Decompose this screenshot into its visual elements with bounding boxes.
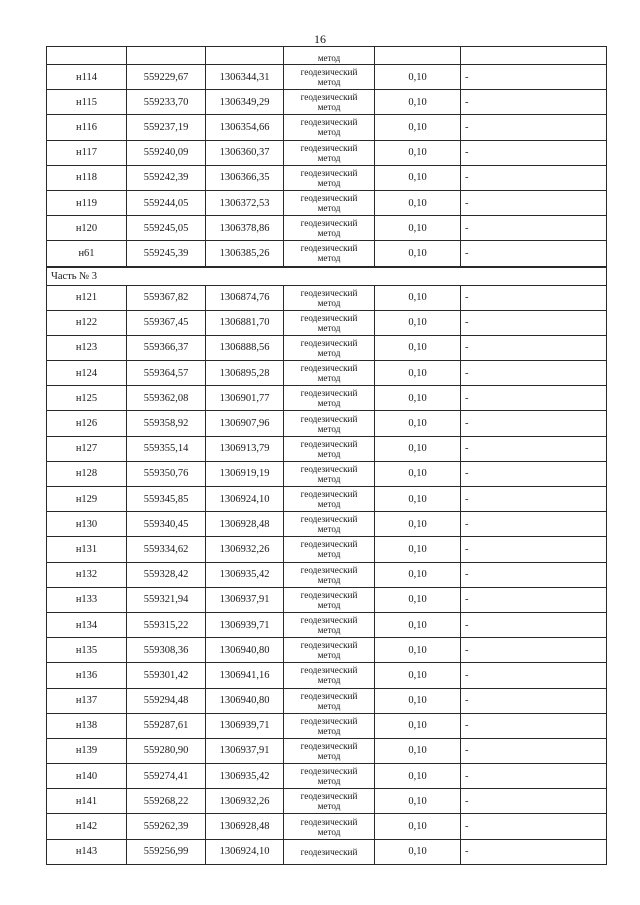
accuracy-cell: 0,10 bbox=[375, 335, 461, 360]
note-cell: - bbox=[461, 65, 607, 90]
table-row bbox=[47, 335, 607, 360]
table-row bbox=[47, 361, 607, 386]
method-line-1: геодезический bbox=[300, 514, 358, 525]
point-id-cell: н121 bbox=[47, 285, 127, 310]
y-coordinate-cell: 1306349,29 bbox=[206, 90, 284, 115]
note-cell: - bbox=[461, 537, 607, 562]
method-line-1: геодезический bbox=[300, 337, 358, 348]
point-id-cell: н114 bbox=[47, 65, 127, 90]
point-id-cell: н129 bbox=[47, 487, 127, 512]
table-row bbox=[47, 436, 607, 461]
y-coordinate-cell: 1306888,56 bbox=[206, 335, 284, 360]
accuracy-cell: 0,10 bbox=[375, 713, 461, 738]
table-row bbox=[47, 411, 607, 436]
x-coordinate-cell: 559340,45 bbox=[127, 512, 206, 537]
accuracy-cell: 0,10 bbox=[375, 411, 461, 436]
y-coordinate-cell: 1306937,91 bbox=[206, 738, 284, 763]
accuracy-cell: 0,10 bbox=[375, 165, 461, 190]
method-line-1: геодезический bbox=[300, 117, 358, 128]
y-coordinate-cell: 1306385,26 bbox=[206, 241, 284, 267]
point-id-cell: н140 bbox=[47, 764, 127, 789]
note-cell: - bbox=[461, 612, 607, 637]
table-row bbox=[47, 814, 607, 839]
y-coordinate-cell: 1306940,80 bbox=[206, 688, 284, 713]
table-row bbox=[47, 764, 607, 789]
point-id-cell: н135 bbox=[47, 638, 127, 663]
method-line-1: геодезический bbox=[300, 816, 358, 827]
x-coordinate-cell: 559345,85 bbox=[127, 487, 206, 512]
note-cell: - bbox=[461, 335, 607, 360]
method-line-2: метод bbox=[317, 373, 341, 384]
method-line-1: геодезический bbox=[300, 539, 358, 550]
y-coordinate-cell: 1306901,77 bbox=[206, 386, 284, 411]
point-id-cell: н116 bbox=[47, 115, 127, 140]
table-row bbox=[47, 839, 607, 864]
point-id-cell: н137 bbox=[47, 688, 127, 713]
method-cell bbox=[284, 562, 375, 587]
method-line-2: метод bbox=[317, 574, 341, 585]
method-line-2: метод bbox=[317, 700, 341, 711]
method-cell bbox=[284, 738, 375, 763]
method-cell bbox=[284, 713, 375, 738]
x-coordinate-cell: 559262,39 bbox=[127, 814, 206, 839]
method-line-1: геодезический bbox=[300, 413, 358, 424]
x-coordinate-cell: 559244,05 bbox=[127, 190, 206, 215]
accuracy-cell: 0,10 bbox=[375, 90, 461, 115]
accuracy-cell: 0,10 bbox=[375, 361, 461, 386]
table-row bbox=[47, 90, 607, 115]
method-line-1: геодезический bbox=[300, 615, 358, 626]
table-row bbox=[47, 285, 607, 310]
continuation-row bbox=[47, 47, 607, 65]
method-line-1: геодезический bbox=[300, 766, 358, 777]
note-cell: - bbox=[461, 487, 607, 512]
y-coordinate-cell: 1306360,37 bbox=[206, 140, 284, 165]
method-line-2: метод bbox=[317, 473, 341, 484]
document-sheet bbox=[46, 46, 606, 865]
point-id-cell: н141 bbox=[47, 789, 127, 814]
x-coordinate-cell bbox=[127, 47, 206, 65]
method-line-2: метод bbox=[317, 203, 341, 214]
accuracy-cell: 0,10 bbox=[375, 688, 461, 713]
x-coordinate-cell: 559245,39 bbox=[127, 241, 206, 267]
method-line-2: метод bbox=[317, 801, 341, 812]
table-row bbox=[47, 487, 607, 512]
y-coordinate-cell bbox=[206, 47, 284, 65]
point-id-cell: н117 bbox=[47, 140, 127, 165]
note-cell bbox=[461, 47, 607, 65]
method-line-1: геодезический bbox=[300, 846, 358, 857]
accuracy-cell: 0,10 bbox=[375, 65, 461, 90]
x-coordinate-cell: 559274,41 bbox=[127, 764, 206, 789]
method-cell bbox=[284, 190, 375, 215]
table-row bbox=[47, 688, 607, 713]
accuracy-cell: 0,10 bbox=[375, 461, 461, 486]
x-coordinate-cell: 559229,67 bbox=[127, 65, 206, 90]
method-line-2: метод bbox=[317, 448, 341, 459]
accuracy-cell: 0,10 bbox=[375, 612, 461, 637]
accuracy-cell: 0,10 bbox=[375, 764, 461, 789]
method-line-2: метод bbox=[317, 549, 341, 560]
method-line-2: метод bbox=[317, 297, 341, 308]
y-coordinate-cell: 1306940,80 bbox=[206, 638, 284, 663]
point-id-cell: н128 bbox=[47, 461, 127, 486]
method-cell bbox=[284, 90, 375, 115]
accuracy-cell: 0,10 bbox=[375, 115, 461, 140]
method-line-2: метод bbox=[317, 102, 341, 113]
x-coordinate-cell: 559350,76 bbox=[127, 461, 206, 486]
method-line-1: геодезический bbox=[300, 438, 358, 449]
method-cell bbox=[284, 285, 375, 310]
accuracy-cell: 0,10 bbox=[375, 487, 461, 512]
note-cell: - bbox=[461, 190, 607, 215]
method-cell bbox=[284, 115, 375, 140]
y-coordinate-cell: 1306939,71 bbox=[206, 612, 284, 637]
y-coordinate-cell: 1306378,86 bbox=[206, 216, 284, 241]
method-line-1: геодезический bbox=[300, 167, 358, 178]
x-coordinate-cell: 559367,45 bbox=[127, 310, 206, 335]
method-cell bbox=[284, 587, 375, 612]
method-line-1: геодезический bbox=[300, 388, 358, 399]
table-row bbox=[47, 587, 607, 612]
x-coordinate-cell: 559366,37 bbox=[127, 335, 206, 360]
method-cell bbox=[284, 216, 375, 241]
accuracy-cell: 0,10 bbox=[375, 216, 461, 241]
method-cell bbox=[284, 310, 375, 335]
method-cell bbox=[284, 241, 375, 267]
note-cell: - bbox=[461, 638, 607, 663]
point-id-cell: н126 bbox=[47, 411, 127, 436]
point-id-cell: н61 bbox=[47, 241, 127, 267]
method-line-2: метод bbox=[317, 398, 341, 409]
method-line-1: геодезический bbox=[300, 243, 358, 254]
accuracy-cell: 0,10 bbox=[375, 587, 461, 612]
table-row bbox=[47, 386, 607, 411]
note-cell: - bbox=[461, 411, 607, 436]
accuracy-cell: 0,10 bbox=[375, 537, 461, 562]
method-cell bbox=[284, 789, 375, 814]
point-id-cell: н119 bbox=[47, 190, 127, 215]
method-line-2: метод bbox=[317, 253, 341, 264]
point-id-cell: н120 bbox=[47, 216, 127, 241]
method-cell bbox=[284, 839, 375, 864]
point-id-cell: н124 bbox=[47, 361, 127, 386]
x-coordinate-cell: 559358,92 bbox=[127, 411, 206, 436]
y-coordinate-cell: 1306874,76 bbox=[206, 285, 284, 310]
x-coordinate-cell: 559256,99 bbox=[127, 839, 206, 864]
method-cell bbox=[284, 663, 375, 688]
table-row bbox=[47, 65, 607, 90]
note-cell: - bbox=[461, 241, 607, 267]
table-row bbox=[47, 663, 607, 688]
method-cell bbox=[284, 814, 375, 839]
coordinates-table bbox=[46, 46, 607, 865]
accuracy-cell: 0,10 bbox=[375, 386, 461, 411]
method-line-2: метод bbox=[317, 77, 341, 88]
y-coordinate-cell: 1306919,19 bbox=[206, 461, 284, 486]
note-cell: - bbox=[461, 789, 607, 814]
method-cell bbox=[284, 361, 375, 386]
method-cell bbox=[284, 140, 375, 165]
x-coordinate-cell: 559287,61 bbox=[127, 713, 206, 738]
method-line-2: метод bbox=[317, 499, 341, 510]
point-id-cell: н122 bbox=[47, 310, 127, 335]
method-cell bbox=[284, 764, 375, 789]
method-line-2: метод bbox=[317, 423, 341, 434]
point-id-cell: н139 bbox=[47, 738, 127, 763]
accuracy-cell bbox=[375, 47, 461, 65]
y-coordinate-cell: 1306937,91 bbox=[206, 587, 284, 612]
point-id-cell: н132 bbox=[47, 562, 127, 587]
x-coordinate-cell: 559334,62 bbox=[127, 537, 206, 562]
method-line-1: геодезический bbox=[300, 640, 358, 651]
accuracy-cell: 0,10 bbox=[375, 738, 461, 763]
method-line-2: метод bbox=[317, 625, 341, 636]
method-cell bbox=[284, 638, 375, 663]
method-line-1: геодезический bbox=[300, 218, 358, 229]
note-cell: - bbox=[461, 713, 607, 738]
table-row bbox=[47, 537, 607, 562]
note-cell: - bbox=[461, 814, 607, 839]
method-cell bbox=[284, 537, 375, 562]
y-coordinate-cell: 1306913,79 bbox=[206, 436, 284, 461]
y-coordinate-cell: 1306895,28 bbox=[206, 361, 284, 386]
accuracy-cell: 0,10 bbox=[375, 814, 461, 839]
note-cell: - bbox=[461, 461, 607, 486]
point-id-cell bbox=[47, 47, 127, 65]
y-coordinate-cell: 1306935,42 bbox=[206, 764, 284, 789]
page-number: 16 bbox=[314, 32, 326, 46]
x-coordinate-cell: 559362,08 bbox=[127, 386, 206, 411]
method-line-2: метод bbox=[317, 725, 341, 736]
method-cell bbox=[284, 411, 375, 436]
section-header: Часть № 3 bbox=[47, 267, 607, 286]
method-line-1: геодезический bbox=[300, 92, 358, 103]
method-cell bbox=[284, 165, 375, 190]
x-coordinate-cell: 559321,94 bbox=[127, 587, 206, 612]
method-line-1: геодезический bbox=[300, 489, 358, 500]
note-cell: - bbox=[461, 688, 607, 713]
method-line-2: метод bbox=[317, 750, 341, 761]
accuracy-cell: 0,10 bbox=[375, 512, 461, 537]
note-cell: - bbox=[461, 436, 607, 461]
y-coordinate-cell: 1306924,10 bbox=[206, 487, 284, 512]
point-id-cell: н136 bbox=[47, 663, 127, 688]
y-coordinate-cell: 1306366,35 bbox=[206, 165, 284, 190]
method-line-2: метод bbox=[317, 152, 341, 163]
point-id-cell: н142 bbox=[47, 814, 127, 839]
y-coordinate-cell: 1306354,66 bbox=[206, 115, 284, 140]
method-line-1: геодезический bbox=[300, 690, 358, 701]
table-row bbox=[47, 562, 607, 587]
section-header-row bbox=[47, 267, 607, 286]
method-line-2: метод bbox=[317, 776, 341, 787]
method-line-1: геодезический bbox=[300, 193, 358, 204]
point-id-cell: н138 bbox=[47, 713, 127, 738]
method-line-2: метод bbox=[317, 228, 341, 239]
note-cell: - bbox=[461, 90, 607, 115]
method-line-1: геодезический bbox=[300, 589, 358, 600]
method-line-1: геодезический bbox=[300, 287, 358, 298]
method-line-2: метод bbox=[317, 599, 341, 610]
method-cell: метод bbox=[284, 47, 375, 65]
method-line-2: метод bbox=[317, 347, 341, 358]
note-cell: - bbox=[461, 562, 607, 587]
point-id-cell: н123 bbox=[47, 335, 127, 360]
table-row bbox=[47, 310, 607, 335]
method-cell bbox=[284, 461, 375, 486]
accuracy-cell: 0,10 bbox=[375, 285, 461, 310]
x-coordinate-cell: 559280,90 bbox=[127, 738, 206, 763]
note-cell: - bbox=[461, 115, 607, 140]
note-cell: - bbox=[461, 587, 607, 612]
table-row bbox=[47, 612, 607, 637]
x-coordinate-cell: 559245,05 bbox=[127, 216, 206, 241]
point-id-cell: н130 bbox=[47, 512, 127, 537]
method-line-2: метод bbox=[317, 675, 341, 686]
accuracy-cell: 0,10 bbox=[375, 562, 461, 587]
method-line-1: геодезический bbox=[300, 67, 358, 78]
accuracy-cell: 0,10 bbox=[375, 436, 461, 461]
table-row bbox=[47, 789, 607, 814]
x-coordinate-cell: 559308,36 bbox=[127, 638, 206, 663]
coordinates-table-body bbox=[47, 47, 607, 865]
y-coordinate-cell: 1306881,70 bbox=[206, 310, 284, 335]
x-coordinate-cell: 559364,57 bbox=[127, 361, 206, 386]
accuracy-cell: 0,10 bbox=[375, 789, 461, 814]
x-coordinate-cell: 559355,14 bbox=[127, 436, 206, 461]
y-coordinate-cell: 1306924,10 bbox=[206, 839, 284, 864]
x-coordinate-cell: 559268,22 bbox=[127, 789, 206, 814]
method-cell bbox=[284, 386, 375, 411]
point-id-cell: н134 bbox=[47, 612, 127, 637]
note-cell: - bbox=[461, 361, 607, 386]
note-cell: - bbox=[461, 663, 607, 688]
x-coordinate-cell: 559242,39 bbox=[127, 165, 206, 190]
note-cell: - bbox=[461, 738, 607, 763]
x-coordinate-cell: 559237,19 bbox=[127, 115, 206, 140]
method-line-2: метод bbox=[317, 177, 341, 188]
y-coordinate-cell: 1306928,48 bbox=[206, 512, 284, 537]
x-coordinate-cell: 559301,42 bbox=[127, 663, 206, 688]
method-cell bbox=[284, 436, 375, 461]
table-row bbox=[47, 140, 607, 165]
y-coordinate-cell: 1306941,16 bbox=[206, 663, 284, 688]
table-row bbox=[47, 165, 607, 190]
y-coordinate-cell: 1306932,26 bbox=[206, 537, 284, 562]
y-coordinate-cell: 1306907,96 bbox=[206, 411, 284, 436]
point-id-cell: н133 bbox=[47, 587, 127, 612]
point-id-cell: н131 bbox=[47, 537, 127, 562]
method-cell bbox=[284, 487, 375, 512]
method-line-1: геодезический bbox=[300, 740, 358, 751]
method-line-1: геодезический bbox=[300, 363, 358, 374]
y-coordinate-cell: 1306932,26 bbox=[206, 789, 284, 814]
method-line-1: геодезический bbox=[300, 564, 358, 575]
method-cell bbox=[284, 335, 375, 360]
table-row bbox=[47, 115, 607, 140]
note-cell: - bbox=[461, 512, 607, 537]
point-id-cell: н127 bbox=[47, 436, 127, 461]
x-coordinate-cell: 559315,22 bbox=[127, 612, 206, 637]
method-line-1: геодезический bbox=[300, 312, 358, 323]
y-coordinate-cell: 1306344,31 bbox=[206, 65, 284, 90]
method-line-1: геодезический bbox=[300, 791, 358, 802]
method-cell bbox=[284, 512, 375, 537]
note-cell: - bbox=[461, 764, 607, 789]
table-row bbox=[47, 461, 607, 486]
y-coordinate-cell: 1306928,48 bbox=[206, 814, 284, 839]
method-cell bbox=[284, 612, 375, 637]
x-coordinate-cell: 559233,70 bbox=[127, 90, 206, 115]
accuracy-cell: 0,10 bbox=[375, 190, 461, 215]
method-line-2: метод bbox=[317, 826, 341, 837]
y-coordinate-cell: 1306372,53 bbox=[206, 190, 284, 215]
x-coordinate-cell: 559294,48 bbox=[127, 688, 206, 713]
point-id-cell: н118 bbox=[47, 165, 127, 190]
method-line-2: метод bbox=[317, 322, 341, 333]
x-coordinate-cell: 559367,82 bbox=[127, 285, 206, 310]
table-row bbox=[47, 512, 607, 537]
y-coordinate-cell: 1306939,71 bbox=[206, 713, 284, 738]
note-cell: - bbox=[461, 310, 607, 335]
table-row bbox=[47, 216, 607, 241]
note-cell: - bbox=[461, 216, 607, 241]
point-id-cell: н125 bbox=[47, 386, 127, 411]
note-cell: - bbox=[461, 285, 607, 310]
method-line-2: метод bbox=[317, 650, 341, 661]
table-row bbox=[47, 190, 607, 215]
accuracy-cell: 0,10 bbox=[375, 241, 461, 267]
method-line-1: геодезический bbox=[300, 463, 358, 474]
table-row bbox=[47, 713, 607, 738]
method-line-2: метод bbox=[317, 524, 341, 535]
x-coordinate-cell: 559240,09 bbox=[127, 140, 206, 165]
y-coordinate-cell: 1306935,42 bbox=[206, 562, 284, 587]
point-id-cell: н143 bbox=[47, 839, 127, 864]
x-coordinate-cell: 559328,42 bbox=[127, 562, 206, 587]
note-cell: - bbox=[461, 386, 607, 411]
method-cell bbox=[284, 688, 375, 713]
table-row bbox=[47, 638, 607, 663]
table-row bbox=[47, 241, 607, 267]
method-cell bbox=[284, 65, 375, 90]
accuracy-cell: 0,10 bbox=[375, 310, 461, 335]
method-line-1: геодезический bbox=[300, 142, 358, 153]
accuracy-cell: 0,10 bbox=[375, 663, 461, 688]
note-cell: - bbox=[461, 839, 607, 864]
method-line-1: геодезический bbox=[300, 715, 358, 726]
accuracy-cell: 0,10 bbox=[375, 839, 461, 864]
method-line-1: геодезический bbox=[300, 665, 358, 676]
method-line-2: метод bbox=[317, 127, 341, 138]
point-id-cell: н115 bbox=[47, 90, 127, 115]
note-cell: - bbox=[461, 140, 607, 165]
accuracy-cell: 0,10 bbox=[375, 638, 461, 663]
accuracy-cell: 0,10 bbox=[375, 140, 461, 165]
table-row bbox=[47, 738, 607, 763]
note-cell: - bbox=[461, 165, 607, 190]
